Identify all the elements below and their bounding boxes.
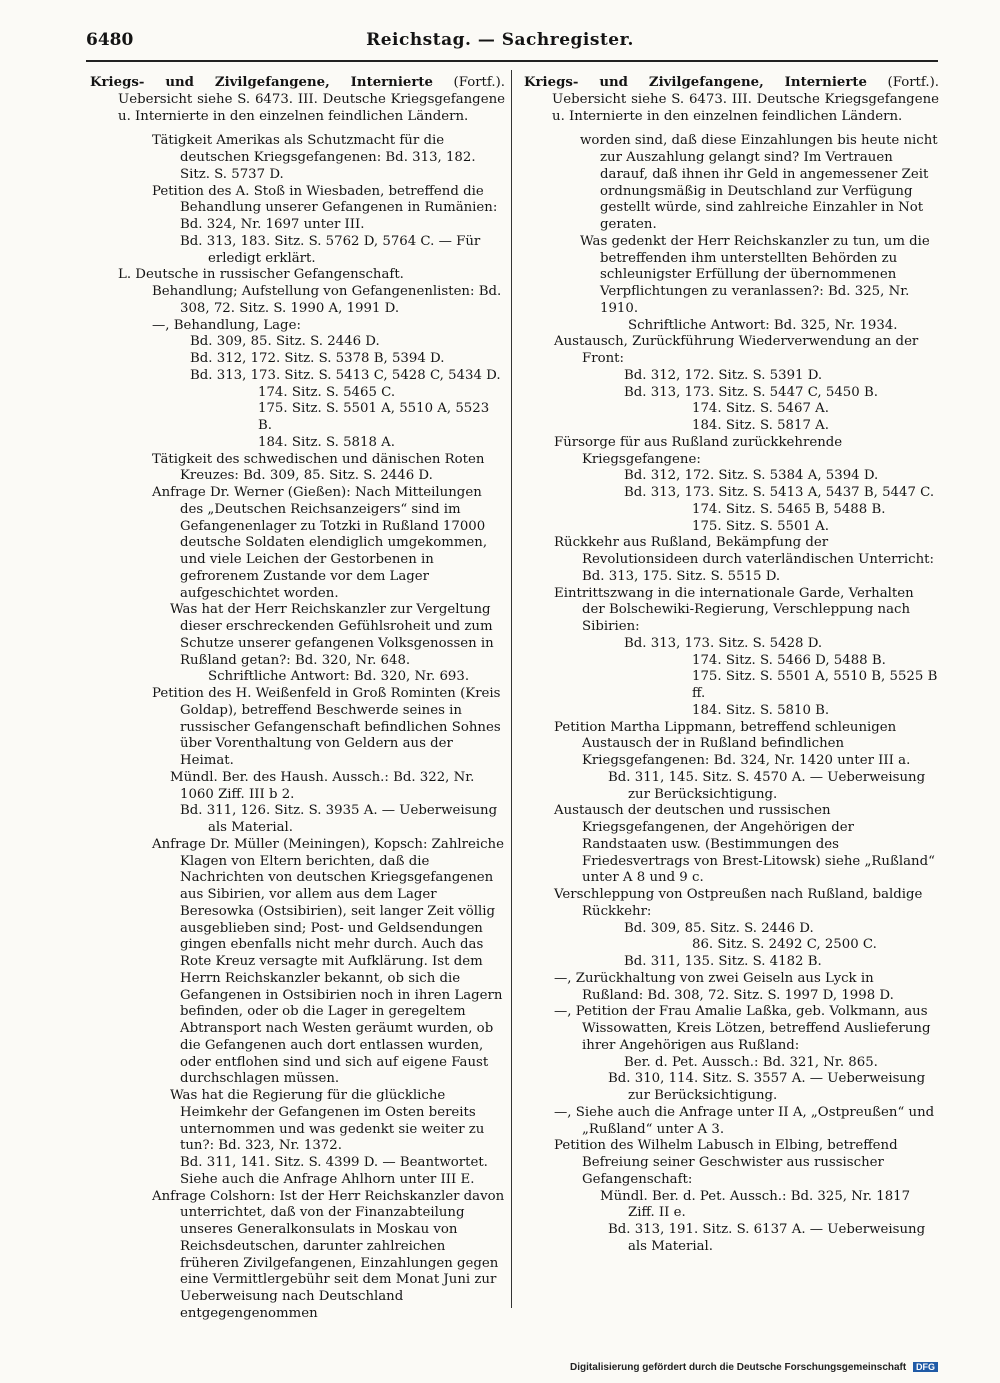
entry-line: Mündl. Ber. des Haush. Aussch.: Bd. 322, Nr. 1060 Ziff. III b 2.: [170, 769, 475, 802]
page-number: 6480: [86, 30, 134, 50]
entry-line: Austausch der deutschen und russischen Kriegsgefangenen, der Angehörigen der Randstaaten usw. (Bestimmungen des Friedesvertrags von Brest-Litowsk) siehe „Rußland“ unter A 8 und 9 c.: [554, 803, 935, 886]
citation-line: 174. Sitz. S. 5465 C.: [258, 384, 396, 400]
entry-line: Tätigkeit des schwedischen und dänischen Roten Kreuzes: Bd. 309, 85. Sitz. S. 2446 D.: [152, 451, 485, 484]
dfg-logo-icon: DFG: [913, 1362, 938, 1372]
citation-line: Bd. 312, 172. Sitz. S. 5378 B, 5394 D.: [190, 351, 445, 366]
section-heading: L. Deutsche in russischer Gefangenschaft.: [118, 267, 404, 283]
heading-bold: Kriegs- und Zivilgefangene, Internierte: [524, 75, 867, 90]
entry-line: Tätigkeit Amerikas als Schutzmacht für die deutschen Kriegsgefangenen: Bd. 313, 182. Sitz. S. 5737 D.: [152, 133, 476, 182]
entry-line: Anfrage Colshorn: Ist der Herr Reichskanzler davon unterrichtet, daß von der Finanzabteilung unseres Generalkonsulats in Moskau von Reichsdeutschen, darunter zahlreichen früheren Zivilgefangenen, Einzahlungen gegen eine Vermittlergebühr seit dem Monat Juni zur Ueberweisung nach Deutschland entgegengenommen: [152, 1188, 505, 1321]
heading-rest: (Fortf.). Uebersicht siehe S. 6473. III. Deutsche Kriegsgefangene u. Internierte in den einzelnen feindlichen Ländern.: [118, 75, 505, 124]
citation-line: Bd. 313, 173. Sitz. S. 5428 D.: [624, 635, 823, 651]
citation-line: 175. Sitz. S. 5501 A.: [692, 518, 829, 534]
heading-rest: (Fortf.). Uebersicht siehe S. 6473. III. Deutsche Kriegsgefangene u. Internierte in den einzelnen feindlichen Ländern.: [552, 75, 939, 124]
entry-line: Verschleppung von Ostpreußen nach Rußland, baldige Rückkehr:: [554, 887, 923, 919]
entry-line: —, Behandlung, Lage:: [152, 317, 301, 333]
citation-line: 174. Sitz. S. 5466 D, 5488 B.: [692, 652, 886, 668]
left-column: [90, 75, 505, 1323]
entry-line: —, Petition der Frau Amalie Laßka, geb. Volkmann, aus Wissowatten, Kreis Lötzen, betreffend Auslieferung ihrer Angehörigen aus Rußland:: [554, 1004, 931, 1053]
citation-line: 174. Sitz. S. 5465 B, 5488 B.: [692, 501, 886, 517]
entry-line: Bd. 311, 141. Sitz. S. 4399 D. — Beantwortet.: [180, 1155, 488, 1170]
entry-line: Mündl. Ber. d. Pet. Aussch.: Bd. 325, Nr. 1817 Ziff. II e.: [600, 1188, 911, 1221]
entry-line: Bd. 313, 183. Sitz. S. 5762 D, 5764 C. — Für erledigt erklärt.: [180, 233, 481, 266]
running-head: Reichstag. — Sachregister.: [366, 30, 634, 50]
entry-line: Behandlung; Aufstellung von Gefangenenlisten: Bd. 308, 72. Sitz. S. 1990 A, 1991 D.: [152, 284, 502, 316]
entry-line: Petition des Wilhelm Labusch in Elbing, betreffend Befreiung seiner Geschwister aus russischer Gefangenschaft:: [554, 1138, 898, 1187]
entry-line: Rückkehr aus Rußland, Bekämpfung der Revolutionsideen durch vaterländischen Unterricht: Bd. 313, 175. Sitz. S. 5515 D.: [554, 535, 934, 584]
entry-line: —, Siehe auch die Anfrage unter II A, „Ostpreußen“ und „Rußland“ unter A 3.: [554, 1104, 935, 1137]
column-heading: [90, 75, 505, 125]
entry-line: Austausch, Zurückführung Wiederverwendung an der Front:: [554, 334, 919, 366]
entry-line: Petition Martha Lippmann, betreffend schleunigen Austausch der in Rußland befindlichen Kriegsgefangenen: Bd. 324, Nr. 1420 unter III a.: [554, 719, 911, 768]
footer: [570, 1362, 938, 1373]
entry-line: Bd. 311, 126. Sitz. S. 3935 A. — Ueberweisung als Material.: [180, 803, 498, 835]
citation-line: 175. Sitz. S. 5501 A, 5510 B, 5525 B ff.: [692, 669, 938, 701]
entry-line: Siehe auch die Anfrage Ahlhorn unter III E.: [180, 1171, 475, 1187]
citation-line: Bd. 313, 173. Sitz. S. 5413 A, 5437 B, 5447 C.: [624, 485, 935, 500]
entry-line: Was gedenkt der Herr Reichskanzler zu tun, um die betreffenden ihm unterstellten Behörden zu schleunigster Erfüllung der übernommenen Verpflichtungen zu veranlassen?: Bd. 325, Nr. 1910.: [580, 233, 930, 316]
citation-line: 184. Sitz. S. 5817 A.: [692, 418, 829, 433]
column-divider: [511, 70, 512, 1308]
citation-line: Bd. 311, 135. Sitz. S. 4182 B.: [624, 954, 822, 969]
entry-line: Petition des A. Stoß in Wiesbaden, betreffend die Behandlung unserer Gefangenen in Rumänien: Bd. 324, Nr. 1697 unter III.: [152, 183, 498, 232]
entry-line: Bd. 310, 114. Sitz. S. 3557 A. — Ueberweisung zur Berücksichtigung.: [608, 1071, 926, 1103]
entry-line: Schriftliche Antwort: Bd. 325, Nr. 1934.: [628, 317, 898, 333]
citation-line: Bd. 313, 173. Sitz. S. 5447 C, 5450 B.: [624, 384, 878, 400]
citation-line: 86. Sitz. S. 2492 C, 2500 C.: [692, 937, 877, 953]
right-column: [524, 75, 939, 1256]
citation-line: 174. Sitz. S. 5467 A.: [692, 401, 829, 417]
citation-line: 184. Sitz. S. 5810 B.: [692, 702, 830, 718]
entry-line: worden sind, daß diese Einzahlungen bis heute nicht zur Auszahlung gelangt sind? Im Vertrauen darauf, daß ihnen ihr Geld in angemessener Zeit ordnungsmäßig in Deutschland zur Verfügung gestellt würde, sind zahlreiche Einzahler in Not geraten.: [580, 133, 938, 232]
entry-line: Petition des H. Weißenfeld in Groß Rominten (Kreis Goldap), betreffend Beschwerde seines in russischer Gefangenschaft befindlichen Sohnes über Vorenthaltung von Geldern aus der Heimat.: [152, 686, 501, 768]
citation-line: Bd. 309, 85. Sitz. S. 2446 D.: [190, 334, 380, 350]
entry-line: —, Zurückhaltung von zwei Geiseln aus Lyck in Rußland: Bd. 308, 72. Sitz. S. 1997 D, 1998 D.: [554, 970, 894, 1003]
citation-line: Ber. d. Pet. Aussch.: Bd. 321, Nr. 865.: [624, 1054, 878, 1070]
entry-line: Was hat die Regierung für die glückliche Heimkehr der Gefangenen im Osten bereits unternommen und was gedenkt sie weiter zu tun?: Bd. 323, Nr. 1372.: [170, 1088, 485, 1154]
citation-line: Bd. 313, 173. Sitz. S. 5413 C, 5428 C, 5434 D.: [190, 367, 501, 383]
citation-line: Bd. 312, 172. Sitz. S. 5391 D.: [624, 367, 823, 383]
footer-text: Digitalisierung gefördert durch die Deutsche Forschungsgemeinschaft: [570, 1362, 907, 1373]
entry-line: Anfrage Dr. Müller (Meiningen), Kopsch: Zahlreiche Klagen von Eltern berichten, daß die Nachrichten von deutschen Kriegsgefangenen aus Sibirien, vor allem aus dem Lager Beresowka (Ostsibirien), seit langer Zeit völlig ausgeblieben sind; Post- und Geldsendungen gingen ebenfalls nicht mehr durch. Auch das Rote Kreuz versagte mit Aufklärung. Ist dem Herrn Reichskanzler bekannt, ob sich die Gefangenen in Ostsibirien noch in ihren Lagern befinden, oder ob die Lager in geregeltem Abtransport nach Westen geräumt wurden, ob die Gefangenen auch dort entlassen wurden, oder entflohen sind und sich auf eigene Faust durchschlagen müssen.: [152, 836, 504, 1087]
citation-line: 184. Sitz. S. 5818 A.: [258, 434, 395, 450]
citation-line: Bd. 312, 172. Sitz. S. 5384 A, 5394 D.: [624, 468, 879, 484]
citation-line: 175. Sitz. S. 5501 A, 5510 A, 5523 B.: [258, 401, 490, 433]
entry-line: Was hat der Herr Reichskanzler zur Vergeltung dieser erschreckenden Gefühlsroheit und zum Schutze unserer gefangenen Volksgenossen in Rußland getan?: Bd. 320, Nr. 648.: [170, 602, 494, 668]
citation-line: Bd. 309, 85. Sitz. S. 2446 D.: [624, 920, 814, 936]
header-rule: [86, 60, 938, 62]
entry-line: Bd. 311, 145. Sitz. S. 4570 A. — Ueberweisung zur Berücksichtigung.: [608, 769, 926, 802]
heading-bold: Kriegs- und Zivilgefangene, Internierte: [90, 75, 433, 90]
entry-line: Fürsorge für aus Rußland zurückkehrende Kriegsgefangene:: [554, 434, 843, 467]
entry-line: Bd. 313, 191. Sitz. S. 6137 A. — Ueberweisung als Material.: [608, 1222, 926, 1254]
entry-line: Eintrittszwang in die internationale Garde, Verhalten der Bolschewiki-Regierung, Verschleppung nach Sibirien:: [554, 585, 914, 634]
column-heading: [524, 75, 939, 125]
entry-line: Schriftliche Antwort: Bd. 320, Nr. 693.: [208, 669, 470, 685]
entry-line: Anfrage Dr. Werner (Gießen): Nach Mitteilungen des „Deutschen Reichsanzeigers“ sind im Gefangenenlager zu Totzki in Rußland 17000 deutsche Soldaten elendiglich umgekommen, und viele Leichen der Gestorbenen in gefrorenem Zustande vor dem Lager aufgeschichtet worden.: [152, 485, 488, 601]
